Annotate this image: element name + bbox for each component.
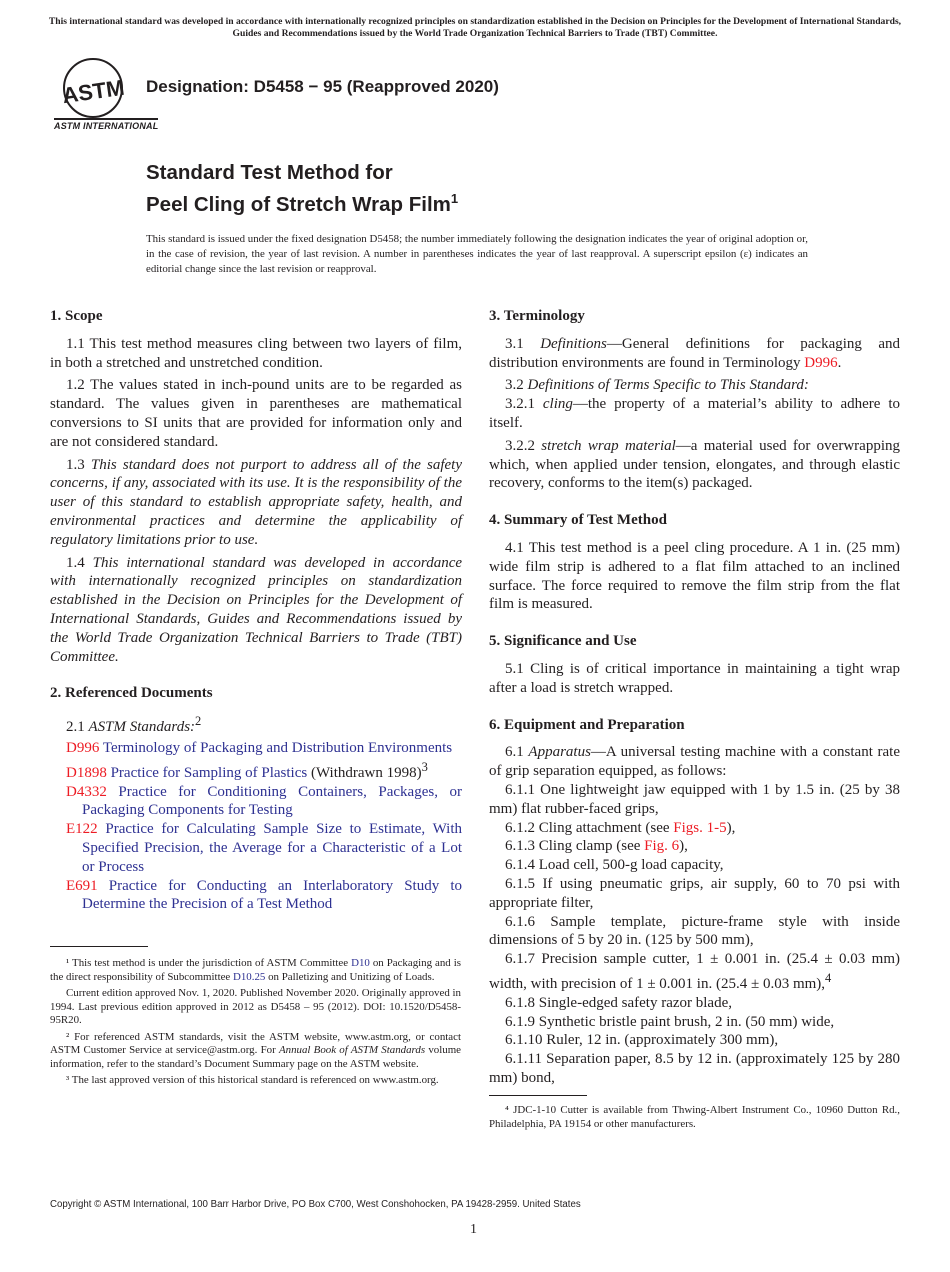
para-3-1: 3.1 Definitions—General definitions for packaging and distribution environments are found in Terminology D996.	[489, 335, 901, 371]
section-1-heading: 1. Scope	[50, 308, 103, 324]
para-3-2: 3.2 Definitions of Terms Specific to This Standard:	[505, 377, 809, 394]
footnote-1-edition: Current edition approved Nov. 1, 2020. Published November 2020. Originally approved in 1994. Last previous edition approved in 2012 as D5458 – 95 (2012). DOI: 10.1520/D5458-95R20.	[50, 987, 461, 1026]
logo-wordmark: ASTM INTERNATIONAL	[54, 118, 158, 131]
title-line-2: Peel Cling of Stretch Wrap Film	[146, 192, 451, 216]
section-6-heading: 6. Equipment and Preparation	[489, 716, 685, 733]
page-number: 1	[470, 1222, 477, 1237]
para-6-1-9: 6.1.9 Synthetic bristle paint brush, 2 in. (50 mm) wide,	[505, 1013, 835, 1030]
ref-d1898[interactable]: D1898 Practice for Sampling of Plastics (Withdrawn 1998)$^3$	[66, 759, 428, 781]
footnote-rule-left	[50, 946, 148, 947]
para-6-1-10: 6.1.10 Ruler, 12 in. (approximately 300 mm),	[505, 1032, 779, 1049]
footnotes-left	[50, 957, 461, 1091]
svg-text:ASTM: ASTM	[60, 74, 126, 109]
footnote-4: ⁴ JDC-1-10 Cutter is available from Thwing-Albert Instrument Co., 10960 Dutton Rd., Philadelphia, PA 19154 or other manufacturers.	[489, 1104, 900, 1130]
left-column	[50, 307, 462, 914]
para-3-2-2: 3.2.2 stretch wrap material—a material used for overwrapping which, when applied under tension, elongates, and through elastic recovery, conforms to the item(s) packaged.	[489, 437, 900, 492]
para-6-1-3: 6.1.3 Cling clamp (see Fig. 6),	[505, 838, 688, 855]
para-4-1: 4.1 This test method is a peel cling procedure. A 1 in. (25 mm) wide film strip is adhered to a flat film attached to an inclined surface. The force required to remove the film strip from the flat film is measured.	[489, 539, 900, 613]
para-6-1-11: 6.1.11 Separation paper, 8.5 by 12 in. (approximately 125 by 280 mm) bond,	[489, 1051, 900, 1086]
para-6-1-6: 6.1.6 Sample template, picture-frame style with inside dimensions of 5 by 20 in. (125 by 500 mm),	[489, 913, 900, 949]
copyright-line: Copyright © ASTM International, 100 Barr Harbor Drive, PO Box C700, West Conshohocken, PA 19428-2959. United States	[50, 1199, 581, 1210]
header-notice: This international standard was developed in accordance with internationally recognized principles on standardization established in the Decision on Principles for the Development of International Standards, Guides and Recommendations issued by the World Trade Organization Technical Barriers to Trade (TBT) Committee.	[48, 16, 902, 39]
para-1-3: 1.3 This standard does not purport to address all of the safety concerns, if any, associated with its use. It is the responsibility of the user of this standard to establish appropriate safety, health, and environmental practices and determine the applicability of regulatory limitations prior to use.	[50, 456, 463, 548]
para-6-1-8: 6.1.8 Single-edged safety razor blade,	[505, 994, 732, 1011]
footnote-1: ¹ This test method is under the jurisdiction of ASTM Committee D10 on Packaging and is the direct responsibility of Subcommittee D10.25 on Palletizing and Unitizing of Loads.	[50, 957, 461, 983]
page-title	[146, 160, 458, 218]
para-6-1-1: 6.1.1 One lightweight jaw equipped with 1 by 1.5 in. (25 by 38 mm) flat rubber-faced grips,	[489, 781, 900, 817]
para-6-1-4: 6.1.4 Load cell, 500-g load capacity,	[505, 857, 724, 874]
right-column	[489, 307, 900, 1088]
footnote-3: ³ The last approved version of this historical standard is referenced on www.astm.org.	[66, 1074, 439, 1086]
ref-d4332[interactable]: D4332 Practice for Conditioning Containers, Packages, or Packaging Components for Testing	[66, 783, 463, 819]
title-footnote-ref[interactable]: 1	[450, 191, 459, 206]
para-1-2: 1.2 The values stated in inch-pound units are to be regarded as standard. The values given in parentheses are mathematical conversions to SI units that are provided for information only and are not considered standard.	[50, 377, 462, 450]
para-6-1-2: 6.1.2 Cling attachment (see Figs. 1-5),	[505, 819, 736, 836]
para-6-1-7: 6.1.7 Precision sample cutter, 1 ± 0.001 in. (25.4 ± 0.03 mm) width, with precision of 1 ± 0.001 in. (25.4 ± 0.03 mm),$^4$	[489, 951, 900, 992]
ref-e691[interactable]: E691 Practice for Conducting an Interlaboratory Study to Determine the Precision of a Test Method	[66, 877, 462, 913]
intro-paragraph: This standard is issued under the fixed designation D5458; the number immediately following the designation indicates the year of original adoption or, in the case of revision, the year of last revision. A number in parentheses indicates the year of last reapproval. A superscript epsilon (ε) indicates an editorial change since the last revision or reapproval.	[146, 233, 808, 275]
para-5-1: 5.1 Cling is of critical importance in maintaining a tight wrap after a load is stretch wrapped.	[489, 660, 900, 696]
section-2-heading: 2. Referenced Documents	[50, 685, 213, 702]
footnote-rule-right	[489, 1095, 587, 1096]
para-3-2-1: 3.2.1 cling—the property of a material’s ability to adhere to itself.	[489, 396, 900, 431]
section-3-heading: 3. Terminology	[489, 308, 585, 324]
section-4-heading: 4. Summary of Test Method	[489, 512, 667, 529]
para-6-1-5: 6.1.5 If using pneumatic grips, air supply, 60 to 70 psi with appropriate filter,	[489, 875, 900, 911]
footnote-2: ² For referenced ASTM standards, visit the ASTM website, www.astm.org, or contact ASTM Customer Service at service@astm.org. For Annual Book of ASTM Standards volume information, refer to the standard’s Document Summary page on the ASTM website.	[50, 1030, 462, 1070]
title-line-1: Standard Test Method for	[146, 161, 393, 184]
para-2-1: 2.1 ASTM Standards:$^2$	[66, 714, 202, 736]
designation: Designation: D5458 − 95 (Reapproved 2020)	[146, 77, 499, 96]
ref-e122[interactable]: E122 Practice for Calculating Sample Size to Estimate, With Specified Precision, the Average for a Characteristic of a Lot or Process	[66, 821, 462, 875]
para-1-1: 1.1 This test method measures cling between two layers of film, in both a stretched and unstretched condition.	[50, 335, 462, 371]
para-1-4: 1.4 This international standard was developed in accordance with internationally recognized principles on standardization established in the Decision on Principles for the Development of International Standards, Guides and Recommendations issued by the World Trade Organization Technical Barriers to Trade (TBT) Committee.	[50, 554, 463, 665]
section-5-heading: 5. Significance and Use	[489, 633, 637, 650]
astm-logo	[52, 56, 159, 132]
ref-d996[interactable]: D996 Terminology of Packaging and Distribution Environments	[66, 739, 453, 756]
para-6-1: 6.1 Apparatus—A universal testing machine with a constant rate of grip separation equipped, as follows:	[489, 744, 901, 780]
